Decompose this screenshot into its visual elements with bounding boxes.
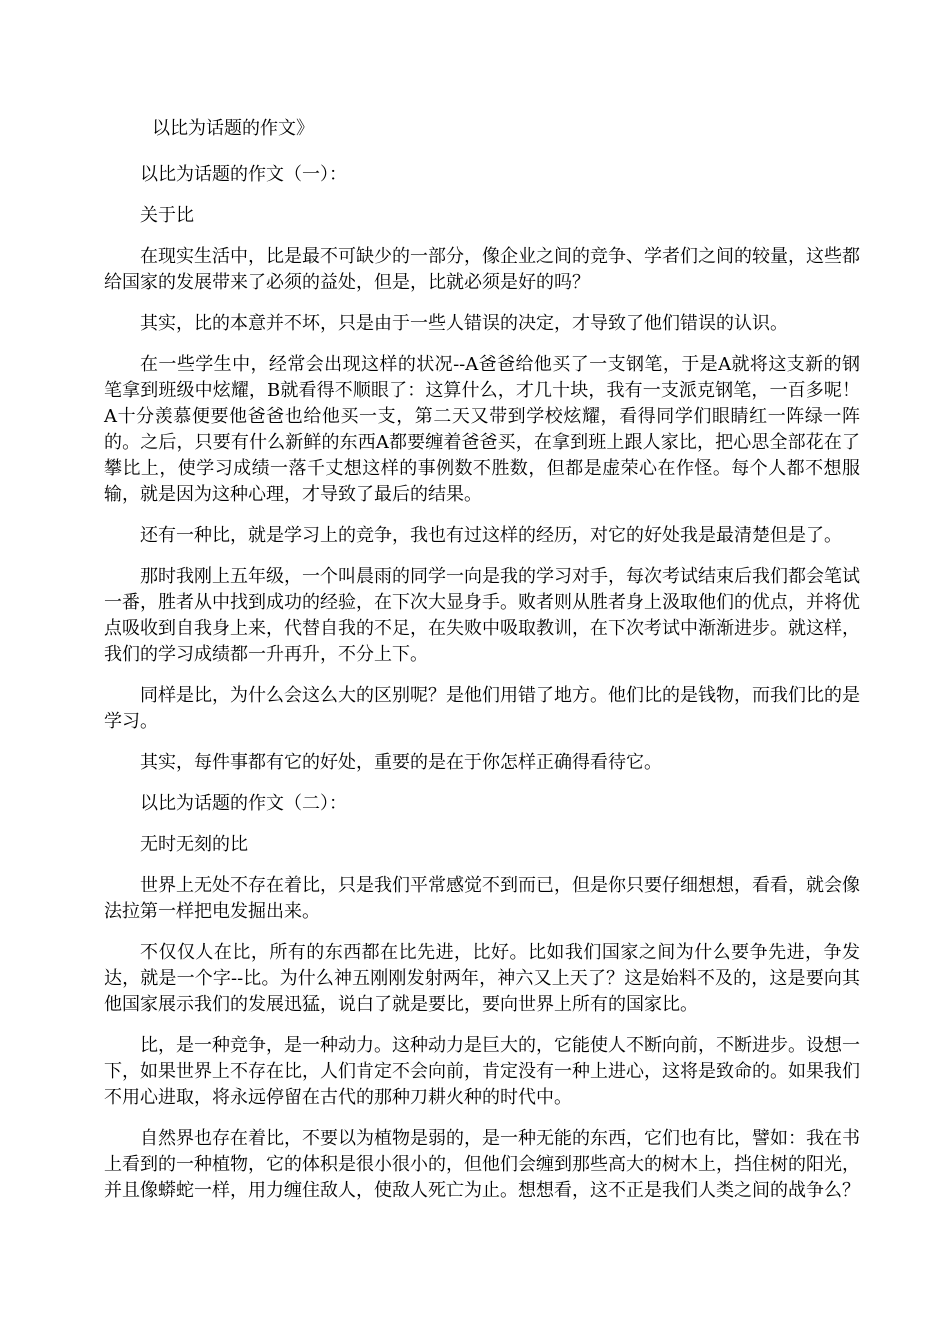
paragraph: 在一些学生中，经常会出现这样的状况--A爸爸给他买了一支钢笔，于是A就将这支新的钢笔拿到班级中炫耀，B就看得不顺眼了：这算什么，才几十块，我有一支派克钢笔，一百多呢！A十分羡慕便要他爸爸也给他买一支，第二天又带到学校炫耀，看得同学们眼睛红一阵绿一阵的。之后，只要有什么新鲜的东西A都要缠着爸爸买，在拿到班上跟人家比，把心思全部花在了攀比上，使学习成绩一落千丈想这样的事例数不胜数，但都是虚荣心在作怪。每个人都不想服输，就是因为这种心理，才导致了最后的结果。 bbox=[104, 354, 860, 505]
essay-one-heading: 以比为话题的作文（一）： bbox=[140, 164, 347, 185]
paragraph: 世界上无处不存在着比，只是我们平常感觉不到而已，但是你只要仔细想想，看看，就会像法拉第一样把电发掘出来。 bbox=[104, 875, 860, 922]
document-body bbox=[104, 116, 860, 1219]
paragraph: 同样是比，为什么会这么大的区别呢？是他们用错了地方。他们比的是钱物，而我们比的是学习。 bbox=[104, 685, 860, 732]
document-title: 以比为话题的作文》 bbox=[152, 118, 314, 139]
paragraph: 那时我刚上五年级，一个叫晨雨的同学一向是我的学习对手，每次考试结束后我们都会笔试一番，胜者从中找到成功的经验，在下次大显身手。败者则从胜者身上汲取他们的优点，并将优点吸收到自我身上来，代替自我的不足，在失败中吸取教训，在下次考试中渐渐进步。就这样，我们的学习成绩都一升再升，不分上下。 bbox=[104, 566, 860, 665]
paragraph: 还有一种比，就是学习上的竞争，我也有过这样的经历，对它的好处我是最清楚但是了。 bbox=[140, 525, 842, 546]
paragraph: 比，是一种竞争，是一种动力。这种动力是巨大的，它能使人不断向前，不断进步。设想一下，如果世界上不存在比，人们肯定不会向前，肯定没有一种上进心，这将是致命的。如果我们不用心进取，将永远停留在古代的那种刀耕火种的时代中。 bbox=[104, 1035, 860, 1108]
essay-two-title: 无时无刻的比 bbox=[140, 834, 248, 855]
paragraph: 其实，每件事都有它的好处，重要的是在于你怎样正确得看待它。 bbox=[140, 752, 662, 773]
paragraph: 不仅仅人在比，所有的东西都在比先进，比好。比如我们国家之间为什么要争先进，争发达，就是一个字--比。为什么神五刚刚发射两年，神六又上天了？这是始料不及的，这是要向其他国家展示我们的发展迅猛，说白了就是要比，要向世界上所有的国家比。 bbox=[104, 942, 860, 1015]
paragraph: 在现实生活中，比是最不可缺少的一部分，像企业之间的竞争、学者们之间的较量，这些都给国家的发展带来了必须的益处，但是，比就必须是好的吗？ bbox=[104, 246, 860, 293]
paragraph: 自然界也存在着比，不要以为植物是弱的，是一种无能的东西，它们也有比，譬如：我在书上看到的一种植物，它的体积是很小很小的，但他们会缠到那些高大的树木上，挡住树的阳光，并且像蟒蛇一样，用力缠住敌人，使敌人死亡为止。想想看，这不正是我们人类之间的战争么？ bbox=[104, 1128, 860, 1201]
essay-two-heading: 以比为话题的作文（二）： bbox=[140, 793, 347, 814]
essay-one-title: 关于比 bbox=[140, 205, 194, 226]
paragraph: 其实，比的本意并不坏，只是由于一些人错误的决定，才导致了他们错误的认识。 bbox=[140, 313, 788, 334]
